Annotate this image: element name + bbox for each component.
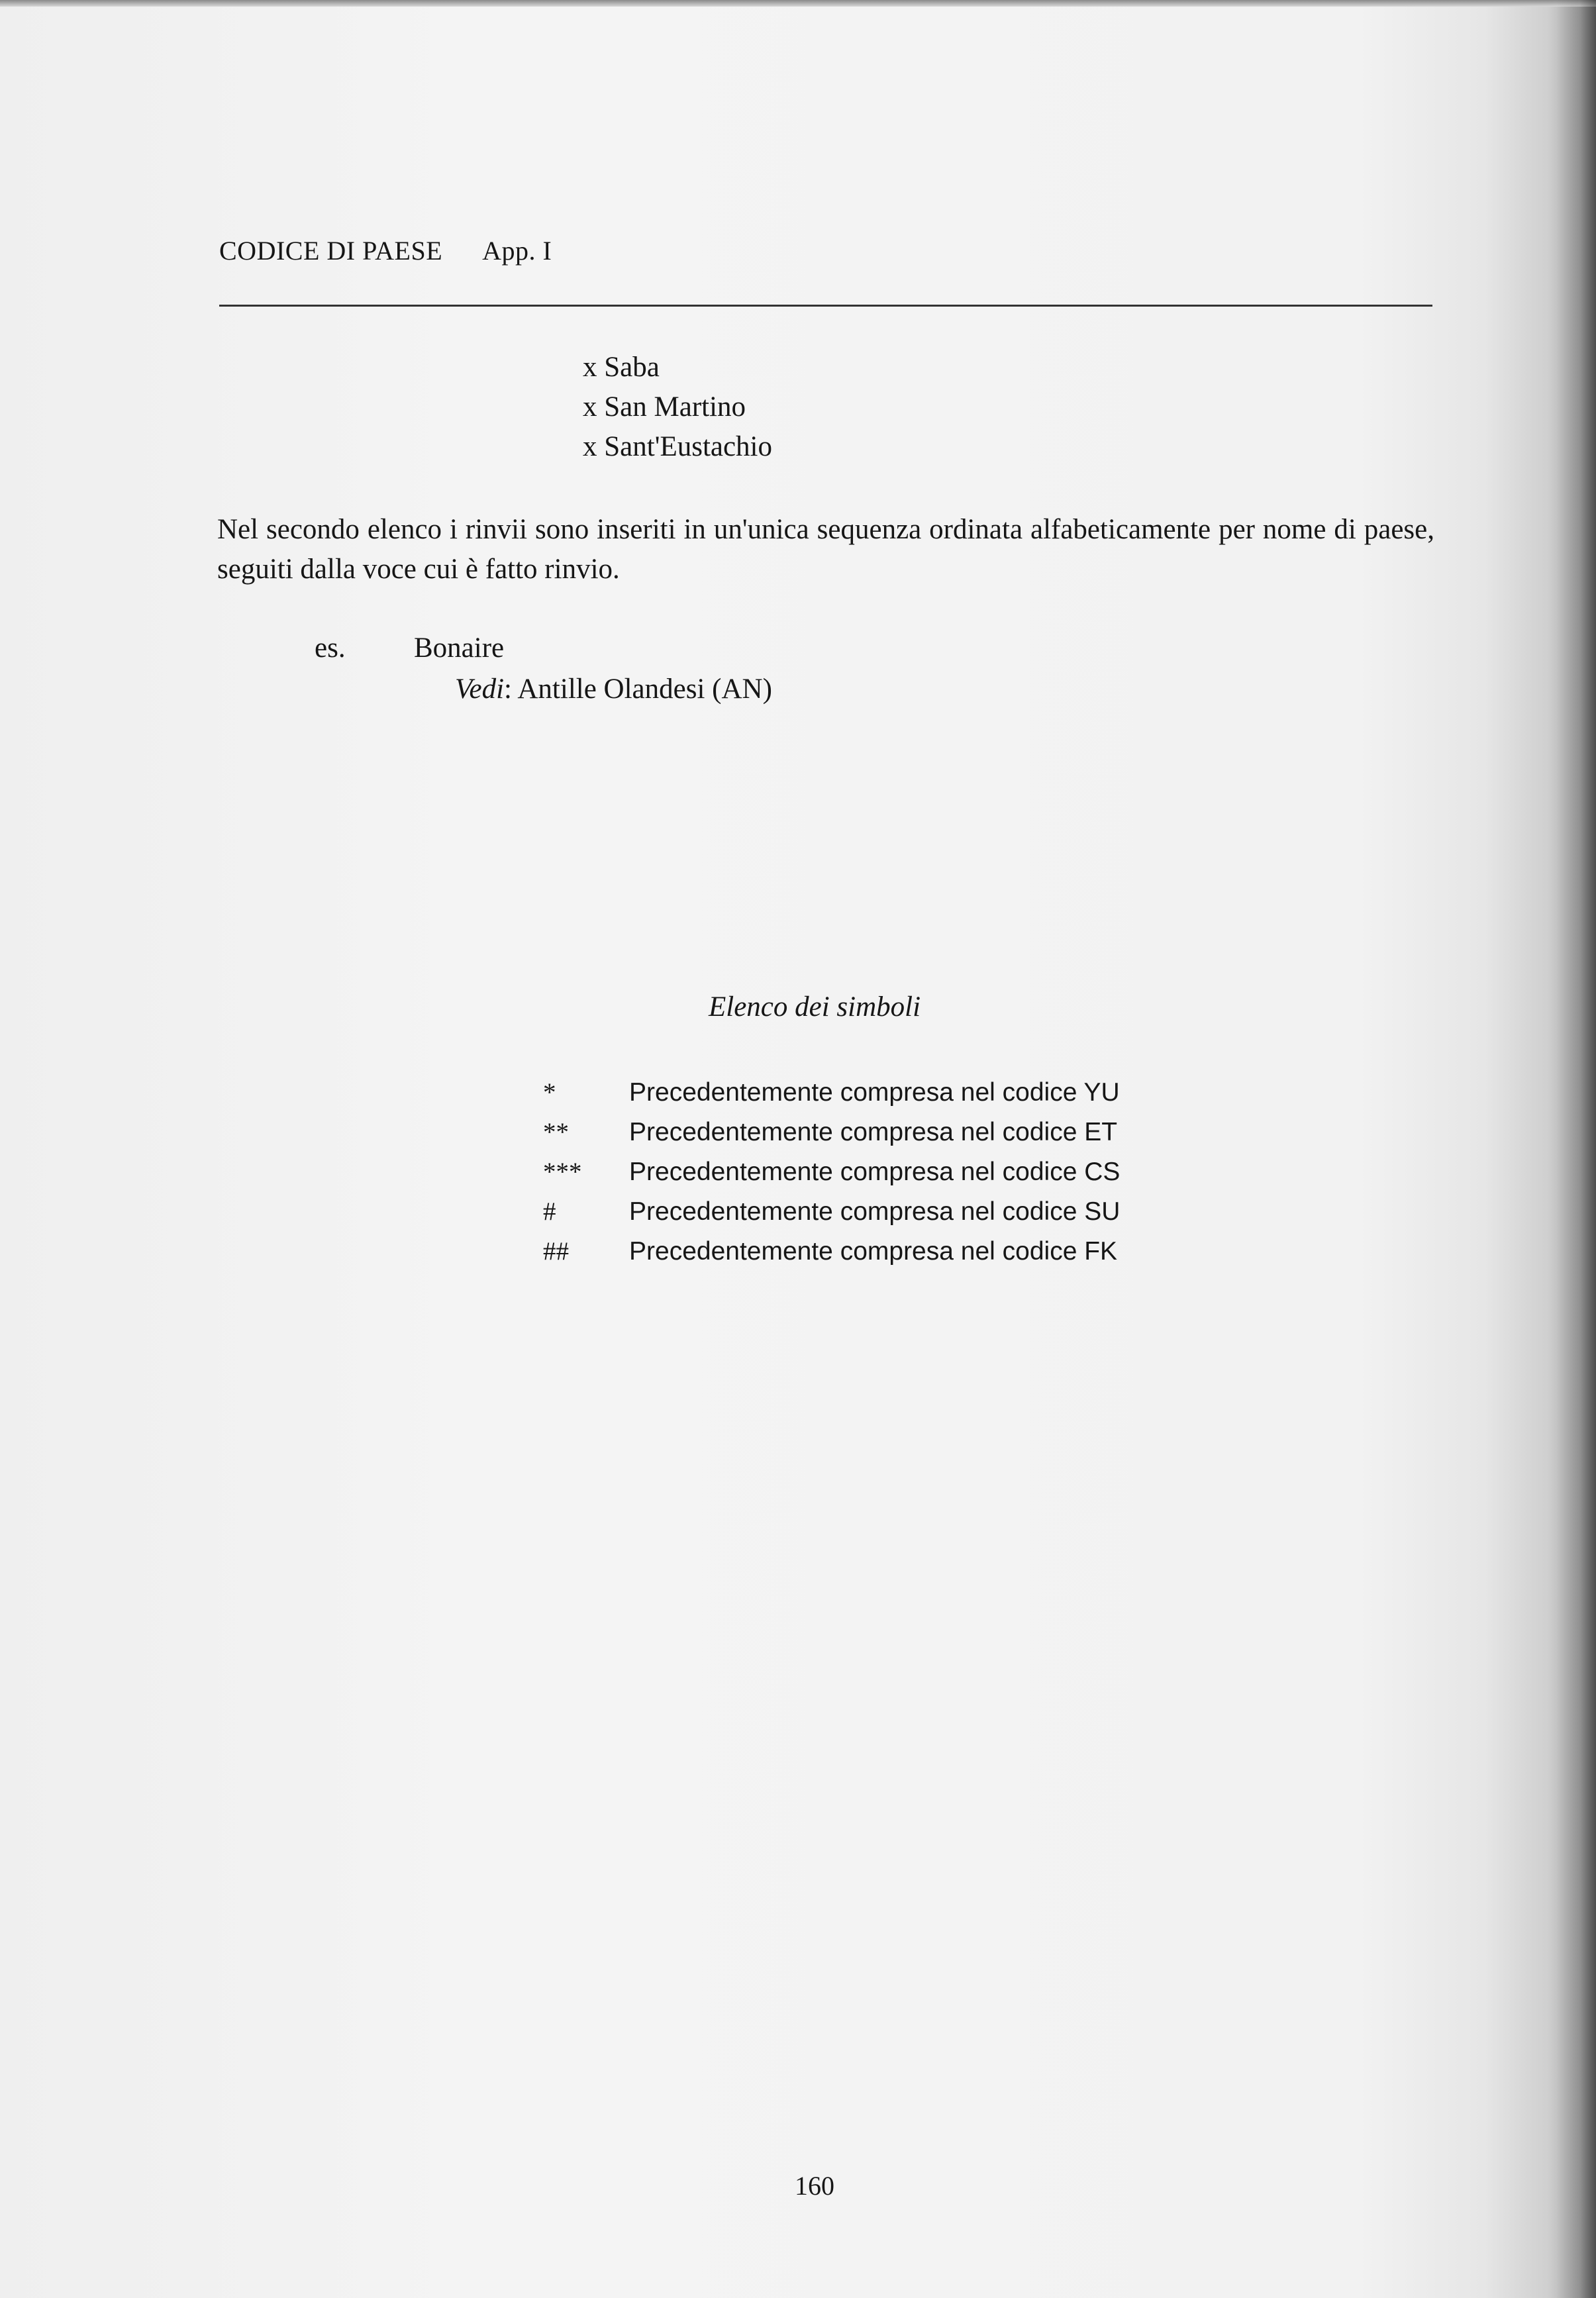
xref-item: x San Martino — [583, 391, 746, 423]
page-binding-shadow — [1556, 0, 1596, 2298]
xref-list — [583, 348, 772, 467]
running-head-title: CODICE DI PAESE — [219, 236, 443, 266]
symbol-description: Precedentemente compresa nel codice YU — [629, 1078, 1120, 1107]
symbol-description: Precedentemente compresa nel codice ET — [629, 1118, 1118, 1146]
symbols-heading: Elenco dei simboli — [709, 991, 921, 1023]
symbol-mark: ## — [543, 1237, 569, 1266]
symbol-description: Precedentemente compresa nel codice CS — [629, 1158, 1121, 1186]
xref-item: x Saba — [583, 352, 660, 383]
running-head-section: App. I — [482, 236, 552, 266]
symbol-row — [543, 1197, 1120, 1226]
see-target: : Antille Olandesi (AN) — [504, 674, 772, 705]
body-paragraph: Nel secondo elenco i rinvii sono inseriti in un'unica sequenza ordinata alfabeticamente per nome di paese, seguiti dalla voce cui è fatto rinvio. — [217, 514, 1434, 585]
xref-item: x Sant'Eustachio — [583, 431, 773, 462]
symbol-row — [543, 1236, 1117, 1266]
header-rule — [219, 305, 1432, 307]
example-term: Bonaire — [414, 632, 505, 664]
example-reference — [455, 669, 772, 710]
see-label: Vedi — [455, 674, 505, 705]
running-head — [219, 235, 552, 266]
symbol-row — [543, 1157, 1120, 1187]
symbol-mark: # — [543, 1197, 556, 1226]
symbol-description: Precedentemente compresa nel codice FK — [629, 1237, 1118, 1266]
symbol-mark: * — [543, 1078, 556, 1107]
symbol-row — [543, 1077, 1120, 1107]
example-label: es. — [315, 632, 346, 664]
symbol-mark: ** — [543, 1118, 569, 1146]
page-number: 160 — [795, 2171, 834, 2201]
page-top-edge — [0, 0, 1596, 7]
symbol-mark: *** — [543, 1158, 582, 1186]
symbol-description: Precedentemente compresa nel codice SU — [629, 1197, 1121, 1226]
symbol-row — [543, 1117, 1117, 1147]
